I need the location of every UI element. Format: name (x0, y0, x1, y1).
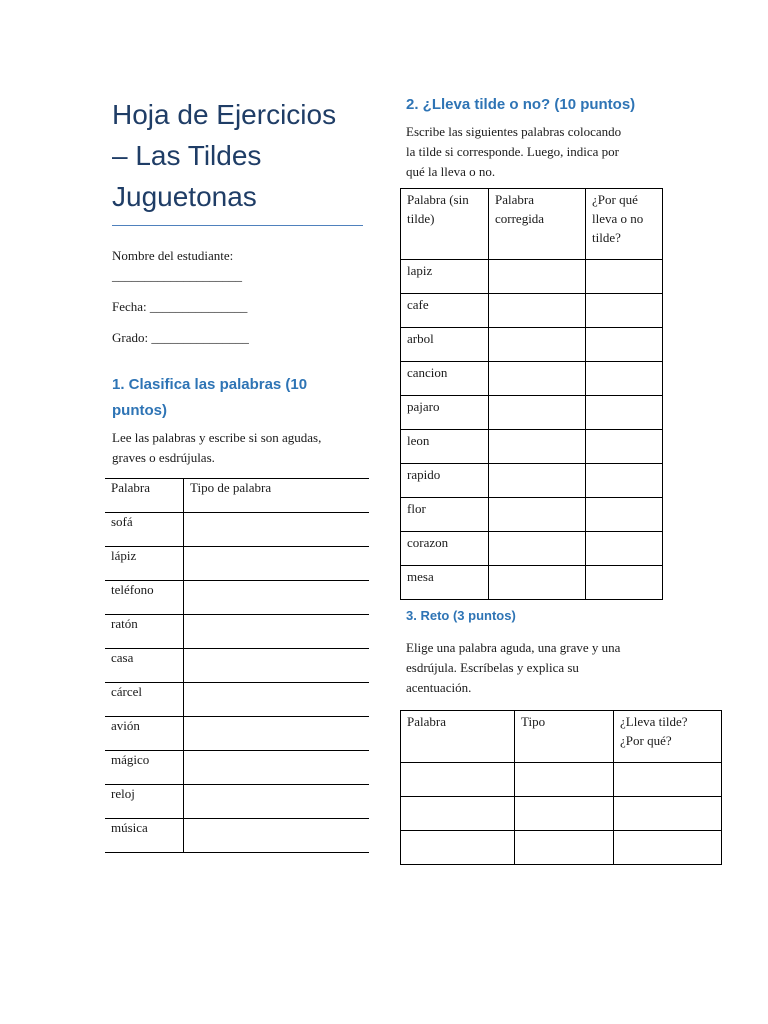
answer-cell[interactable] (184, 717, 370, 751)
header-line: Palabra (sin (407, 192, 469, 207)
table-row (401, 763, 722, 797)
answer-cell[interactable] (515, 797, 614, 831)
answer-cell[interactable] (586, 396, 663, 430)
table-row (105, 615, 369, 649)
column-header (614, 711, 722, 763)
table-row (105, 785, 369, 819)
instructions-line: graves o esdrújulas. (112, 450, 215, 465)
instructions-line: qué la lleva o no. (406, 164, 496, 179)
answer-cell[interactable] (489, 362, 586, 396)
table-row (401, 294, 663, 328)
table-row (105, 581, 369, 615)
table-row (105, 513, 369, 547)
student-name-line[interactable]: ____________________ (112, 268, 242, 283)
table-row (105, 751, 369, 785)
answer-cell[interactable] (184, 513, 370, 547)
section-2-heading: 2. ¿Lleva tilde o no? (10 puntos) (406, 96, 636, 113)
instructions-line: acentuación. (406, 680, 472, 695)
table-row (105, 819, 369, 853)
word-cell: casa (105, 649, 184, 683)
answer-cell[interactable] (184, 581, 370, 615)
section-1-heading-line: 1. Clasifica las palabras (10 (112, 376, 308, 393)
answer-cell[interactable] (586, 260, 663, 294)
table-row (401, 831, 722, 865)
section-1-heading (112, 372, 372, 424)
section-1-instructions (112, 428, 372, 468)
answer-cell[interactable] (489, 498, 586, 532)
instructions-line: Escribe las siguientes palabras colocando (406, 124, 622, 139)
table-header-row (105, 479, 369, 513)
word-cell: sofá (105, 513, 184, 547)
section-1-heading-line: puntos) (112, 402, 167, 419)
section-3 (406, 606, 668, 698)
section-1 (112, 372, 372, 468)
answer-cell[interactable] (184, 547, 370, 581)
title-divider (112, 225, 363, 226)
answer-cell[interactable] (184, 649, 370, 683)
answer-cell[interactable] (586, 464, 663, 498)
column-header: Tipo (515, 711, 614, 763)
table-row (105, 547, 369, 581)
table-row (401, 464, 663, 498)
table-row (105, 717, 369, 751)
table-row (401, 797, 722, 831)
section-3-instructions (406, 638, 668, 698)
answer-cell[interactable] (489, 430, 586, 464)
header-line: ¿Por qué (592, 192, 638, 207)
word-cell: reloj (105, 785, 184, 819)
section-2 (406, 92, 666, 182)
classify-words-table (105, 478, 369, 853)
answer-cell[interactable] (184, 751, 370, 785)
challenge-table (400, 710, 722, 865)
header-block (112, 94, 368, 348)
word-cell: mesa (401, 566, 489, 600)
title-line: Hoja de Ejercicios (112, 99, 337, 130)
column-header: Palabra (401, 711, 515, 763)
answer-cell[interactable] (515, 763, 614, 797)
answer-cell[interactable] (184, 615, 370, 649)
title-line: Juguetonas (112, 181, 257, 212)
student-name-field[interactable] (112, 246, 368, 286)
header-line: ¿Lleva tilde? (620, 714, 688, 729)
word-cell: cárcel (105, 683, 184, 717)
answer-cell[interactable] (586, 566, 663, 600)
answer-cell[interactable] (401, 797, 515, 831)
header-line: corregida (495, 211, 545, 226)
table-row (401, 430, 663, 464)
table-row (401, 362, 663, 396)
instructions-line: Lee las palabras y escribe si son agudas, (112, 430, 322, 445)
word-cell: pajaro (401, 396, 489, 430)
word-cell: corazon (401, 532, 489, 566)
header-line: tilde? (592, 230, 621, 245)
answer-cell[interactable] (489, 260, 586, 294)
table-header-row (401, 189, 663, 260)
word-cell: teléfono (105, 581, 184, 615)
answer-cell[interactable] (489, 328, 586, 362)
answer-cell[interactable] (489, 294, 586, 328)
instructions-line: Elige una palabra aguda, una grave y una (406, 640, 621, 655)
page-title (112, 94, 368, 217)
grade-field[interactable]: Grado: _______________ (112, 330, 249, 345)
table-row (401, 328, 663, 362)
table-row (105, 649, 369, 683)
answer-cell[interactable] (586, 328, 663, 362)
answer-cell[interactable] (586, 294, 663, 328)
answer-cell[interactable] (586, 362, 663, 396)
word-cell: mágico (105, 751, 184, 785)
tilde-table (400, 188, 663, 600)
word-cell: cancion (401, 362, 489, 396)
instructions-line: la tilde si corresponde. Luego, indica por (406, 144, 619, 159)
header-line: ¿Por qué? (620, 733, 672, 748)
answer-cell[interactable] (489, 532, 586, 566)
answer-cell[interactable] (184, 785, 370, 819)
word-cell: flor (401, 498, 489, 532)
table-row (401, 532, 663, 566)
table-row (105, 683, 369, 717)
word-cell: cafe (401, 294, 489, 328)
word-cell: arbol (401, 328, 489, 362)
answer-cell[interactable] (489, 566, 586, 600)
word-cell: lápiz (105, 547, 184, 581)
section-2-instructions (406, 122, 666, 182)
date-field[interactable]: Fecha: _______________ (112, 299, 248, 314)
instructions-line: esdrújula. Escríbelas y explica su (406, 660, 579, 675)
answer-cell[interactable] (586, 532, 663, 566)
word-cell: lapiz (401, 260, 489, 294)
title-line: – Las Tildes (112, 140, 262, 171)
column-header: Palabra (105, 479, 184, 513)
student-name-label: Nombre del estudiante: (112, 248, 234, 263)
answer-cell[interactable] (184, 683, 370, 717)
word-cell: música (105, 819, 184, 853)
answer-cell[interactable] (614, 797, 722, 831)
answer-cell[interactable] (489, 396, 586, 430)
table-row (401, 498, 663, 532)
header-line: lleva o no (592, 211, 644, 226)
table-row (401, 566, 663, 600)
answer-cell[interactable] (614, 763, 722, 797)
column-header: Tipo de palabra (184, 479, 370, 513)
word-cell: ratón (105, 615, 184, 649)
answer-cell[interactable] (586, 430, 663, 464)
header-line: tilde) (407, 211, 435, 226)
answer-cell[interactable] (614, 831, 722, 865)
header-line: Palabra (495, 192, 534, 207)
word-cell: leon (401, 430, 489, 464)
answer-cell[interactable] (489, 464, 586, 498)
section-3-heading: 3. Reto (3 puntos) (406, 608, 516, 623)
word-cell: rapido (401, 464, 489, 498)
word-cell: avión (105, 717, 184, 751)
column-header (401, 189, 489, 260)
column-header (489, 189, 586, 260)
answer-cell[interactable] (586, 498, 663, 532)
answer-cell[interactable] (401, 763, 515, 797)
table-row (401, 396, 663, 430)
answer-cell[interactable] (401, 831, 515, 865)
answer-cell[interactable] (184, 819, 370, 853)
answer-cell[interactable] (515, 831, 614, 865)
table-header-row (401, 711, 722, 763)
column-header (586, 189, 663, 260)
table-row (401, 260, 663, 294)
